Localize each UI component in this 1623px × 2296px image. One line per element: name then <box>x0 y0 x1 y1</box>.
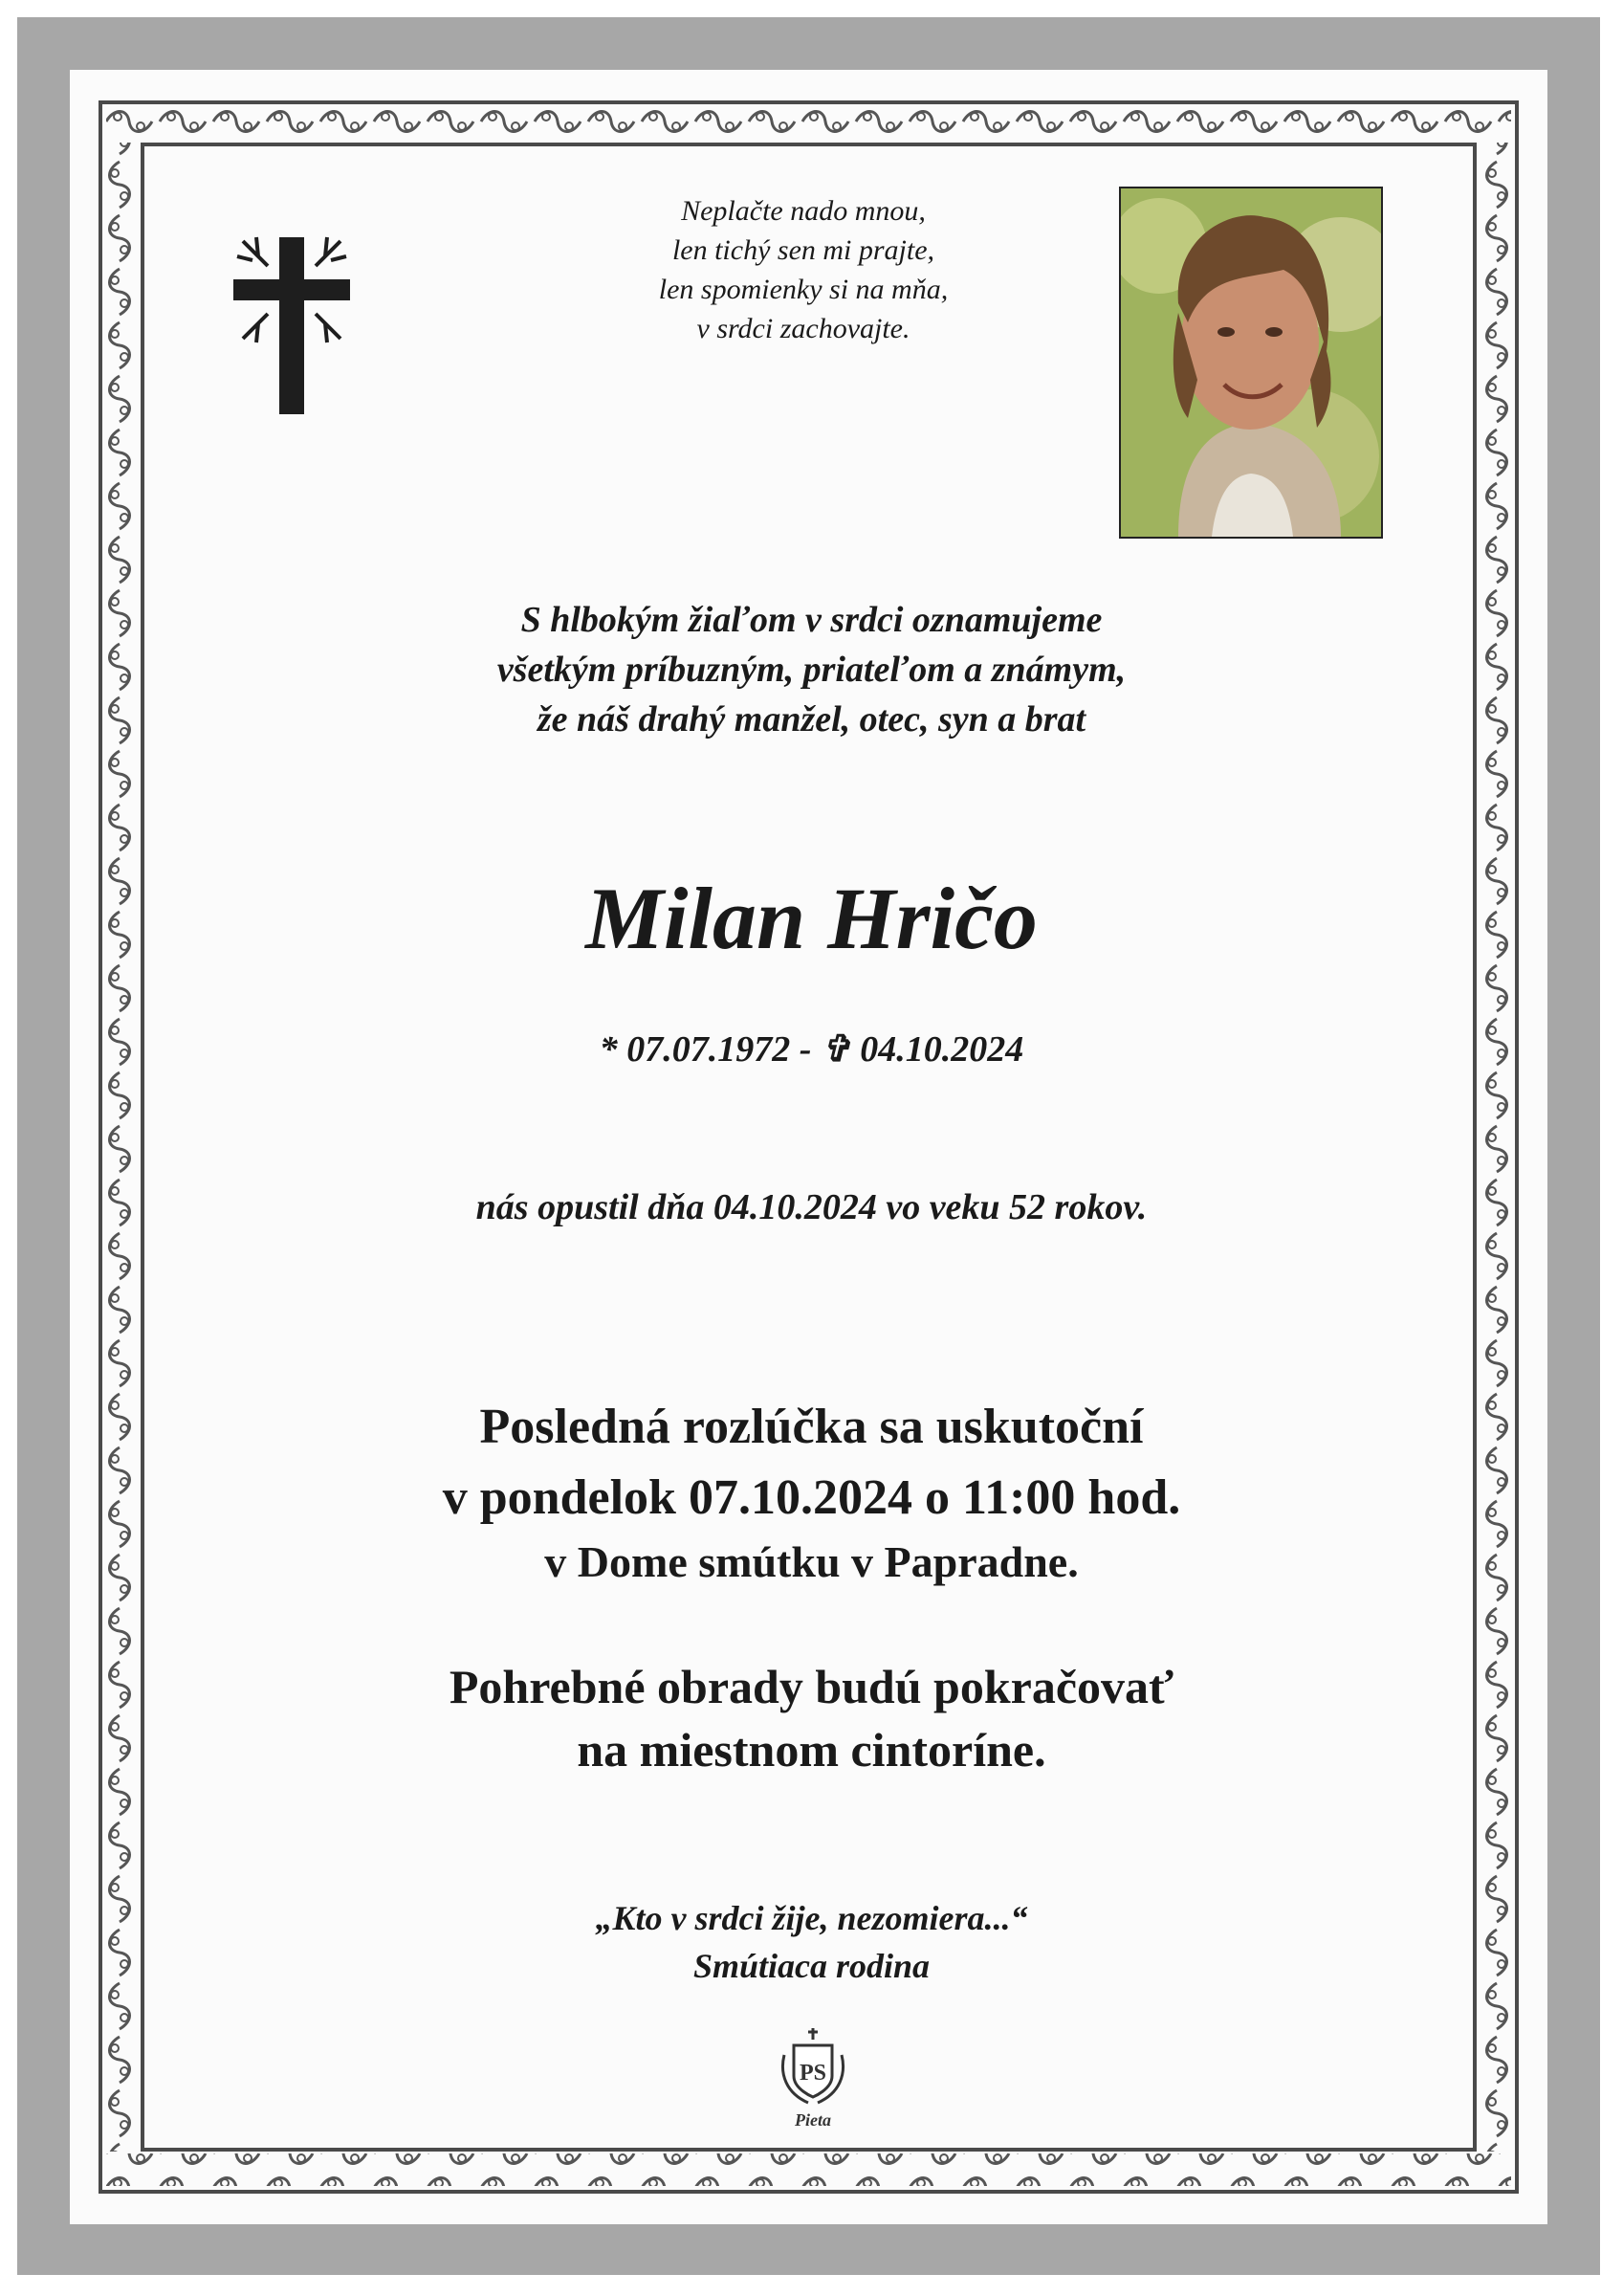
quote-text: „Kto v srdci žije, nezomiera...“ <box>595 1899 1028 1937</box>
death-date: 04.10.2024 <box>860 1029 1024 1070</box>
poem-line: Neplačte nado mnou, <box>681 195 926 227</box>
rites-line: Pohrebné obrady budú pokračovať <box>449 1660 1174 1713</box>
funeral-rites-info <box>0 1655 1623 1781</box>
poem-line: v srdci zachovajte. <box>696 313 910 344</box>
announcement-line: S hlbokým žiaľom v srdci oznamujeme <box>520 600 1103 640</box>
farewell-info <box>0 1392 1623 1591</box>
deceased-name: Milan Hričo <box>585 870 1038 967</box>
announcement-line: všetkým príbuzným, priateľom a známym, <box>496 650 1127 690</box>
portrait-photo <box>1119 187 1383 539</box>
passed-away-text: nás opustil dňa 04.10.2024 vo veku 52 rokov. <box>475 1187 1148 1227</box>
announcement-text <box>0 595 1623 744</box>
rites-line: na miestnom cintoríne. <box>577 1723 1046 1777</box>
farewell-line: Posledná rozlúčka sa uskutoční <box>479 1400 1144 1454</box>
farewell-place: v Dome smútku v Papradne. <box>544 1537 1079 1586</box>
poem-line: len spomienky si na mňa, <box>658 274 949 305</box>
logo-monogram: PS <box>799 2061 827 2086</box>
farewell-line: v pondelok 07.10.2024 o 11:00 hod. <box>442 1470 1181 1525</box>
logo-name: Pieta <box>795 2110 831 2130</box>
memorial-poem <box>459 191 1148 348</box>
death-cross-icon: ✞ <box>820 1029 851 1070</box>
announcement-line: že náš drahý manžel, otec, syn a brat <box>537 699 1086 740</box>
pieta-logo <box>765 2026 861 2131</box>
poem-line: len tichý sen mi prajte, <box>671 234 935 266</box>
closing-quote <box>0 1894 1623 1990</box>
cross-icon <box>230 230 354 416</box>
birth-date: * 07.07.1972 - <box>599 1029 812 1070</box>
life-dates <box>0 1026 1623 1073</box>
signature: Smútiaca rodina <box>692 1947 931 1985</box>
